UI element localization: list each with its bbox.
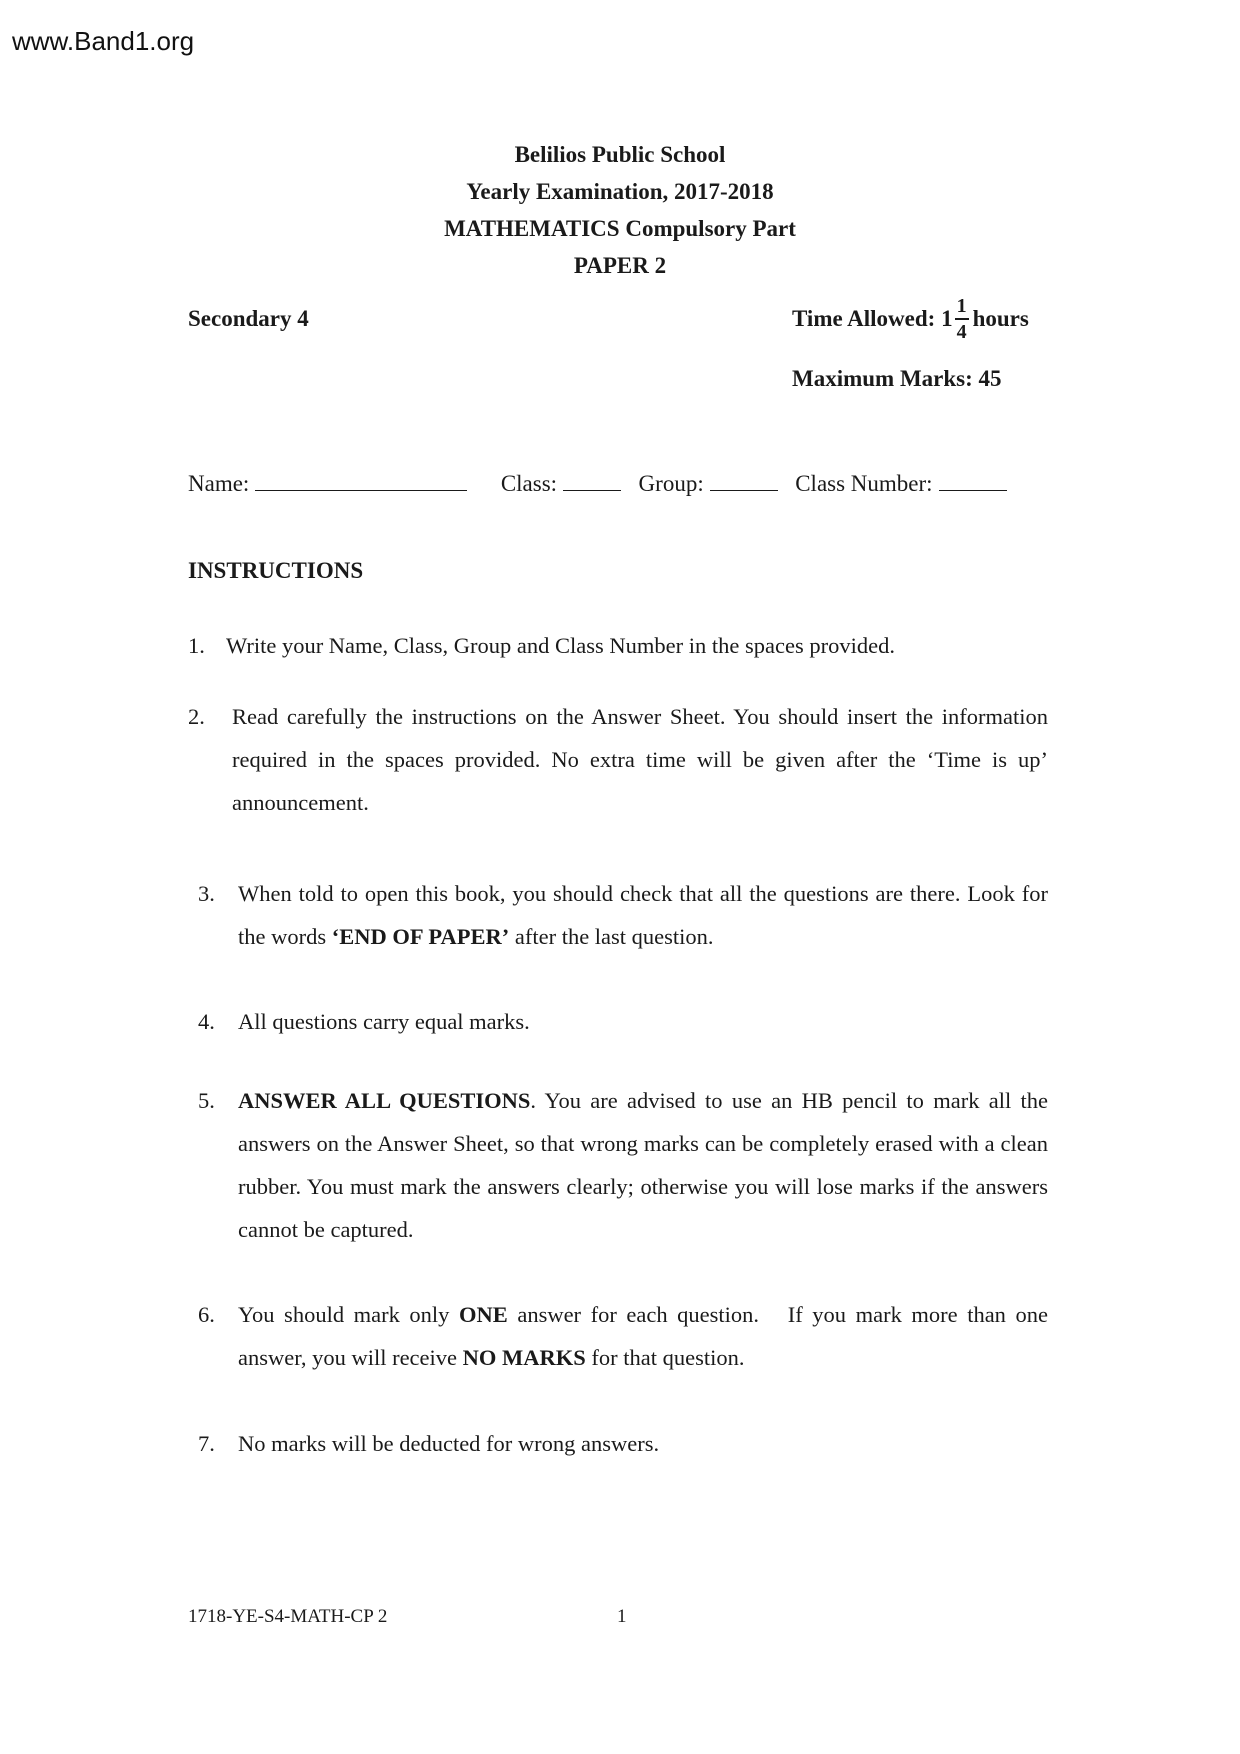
instruction-item [198,1079,1048,1251]
footer-paper-code: 1718-YE-S4-MATH-CP 2 [188,1606,388,1627]
instruction-item [198,1422,1048,1465]
instruction-number: 1. [188,633,205,658]
text-run-bold: ONE [459,1302,508,1327]
name-label: Name: [188,471,250,496]
text-run: When told to open this book, you should check that all the questions are there. Look for the words [238,881,1048,949]
text-run-bold: NO MARKS [462,1345,586,1370]
school-name: Belilios Public School [514,142,726,167]
instruction-number: 4. [198,1009,215,1034]
time-unit: hours [972,306,1029,331]
text-run: for that question. [585,1345,745,1370]
time-allowed-label: Time Allowed: 1 [792,306,953,331]
paper-title: PAPER 2 [573,253,667,278]
instruction-text: Read carefully the instructions on the Answer Sheet. You should insert the information required in the spaces provided. No extra time will be given after the ‘Time is up’ announcement. [232,704,1048,815]
exam-header [0,136,1240,284]
name-blank[interactable] [255,470,467,491]
text-run: after the last question. [509,924,714,949]
time-allowed [792,296,1029,342]
watermark-url: www.Band1.org [12,26,195,56]
group-blank[interactable] [710,470,778,491]
instruction-text: All questions carry equal marks. [238,1009,530,1034]
exam-title: Yearly Examination, 2017-2018 [466,179,774,204]
fraction-numerator: 1 [955,296,969,320]
page-number: 1 [617,1606,627,1627]
subject-title: MATHEMATICS Compulsory Part [444,216,796,241]
instruction-text [238,872,1048,958]
instruction-text [238,1079,1048,1251]
max-marks: Maximum Marks: 45 [792,366,1002,391]
instructions-title: INSTRUCTIONS [188,558,364,583]
instruction-text: Write your Name, Class, Group and Class Number in the spaces provided. [226,633,895,658]
instruction-text: No marks will be deducted for wrong answers. [238,1431,660,1456]
level-label: Secondary 4 [188,306,309,331]
instruction-number: 6. [198,1302,215,1327]
class-label: Class: [500,471,558,496]
instruction-number: 5. [198,1088,215,1113]
student-info-row [188,470,1007,497]
text-run-bold: ‘END OF PAPER’ [331,924,510,949]
text-run: answer for each question. If you mark more than one answer, you will receive [238,1302,1054,1370]
instruction-number: 3. [198,881,215,906]
group-label: Group: [638,471,704,496]
class-blank[interactable] [563,470,621,491]
instruction-number: 7. [198,1431,215,1456]
text-run: You should mark only [238,1302,459,1327]
class-number-label: Class Number: [795,471,933,496]
instruction-item [198,1000,1048,1043]
instruction-item [198,872,1048,958]
instruction-number: 2. [188,704,205,729]
instruction-item [188,624,1048,667]
instruction-item [188,695,1048,824]
text-run: . You are advised to use an HB pencil to mark all the answers on the Answer Sheet, so that wrong marks can be completely erased with a clean rubber. You must mark the answers clearly; otherwise you will lose marks if the answers cannot be captured. [238,1088,1048,1242]
text-run-bold: ANSWER ALL QUESTIONS [238,1088,531,1113]
fraction-denominator: 4 [956,321,967,343]
instruction-text [238,1293,1054,1379]
class-number-blank[interactable] [939,470,1007,491]
time-fraction [955,296,969,342]
instruction-item [198,1293,1054,1379]
